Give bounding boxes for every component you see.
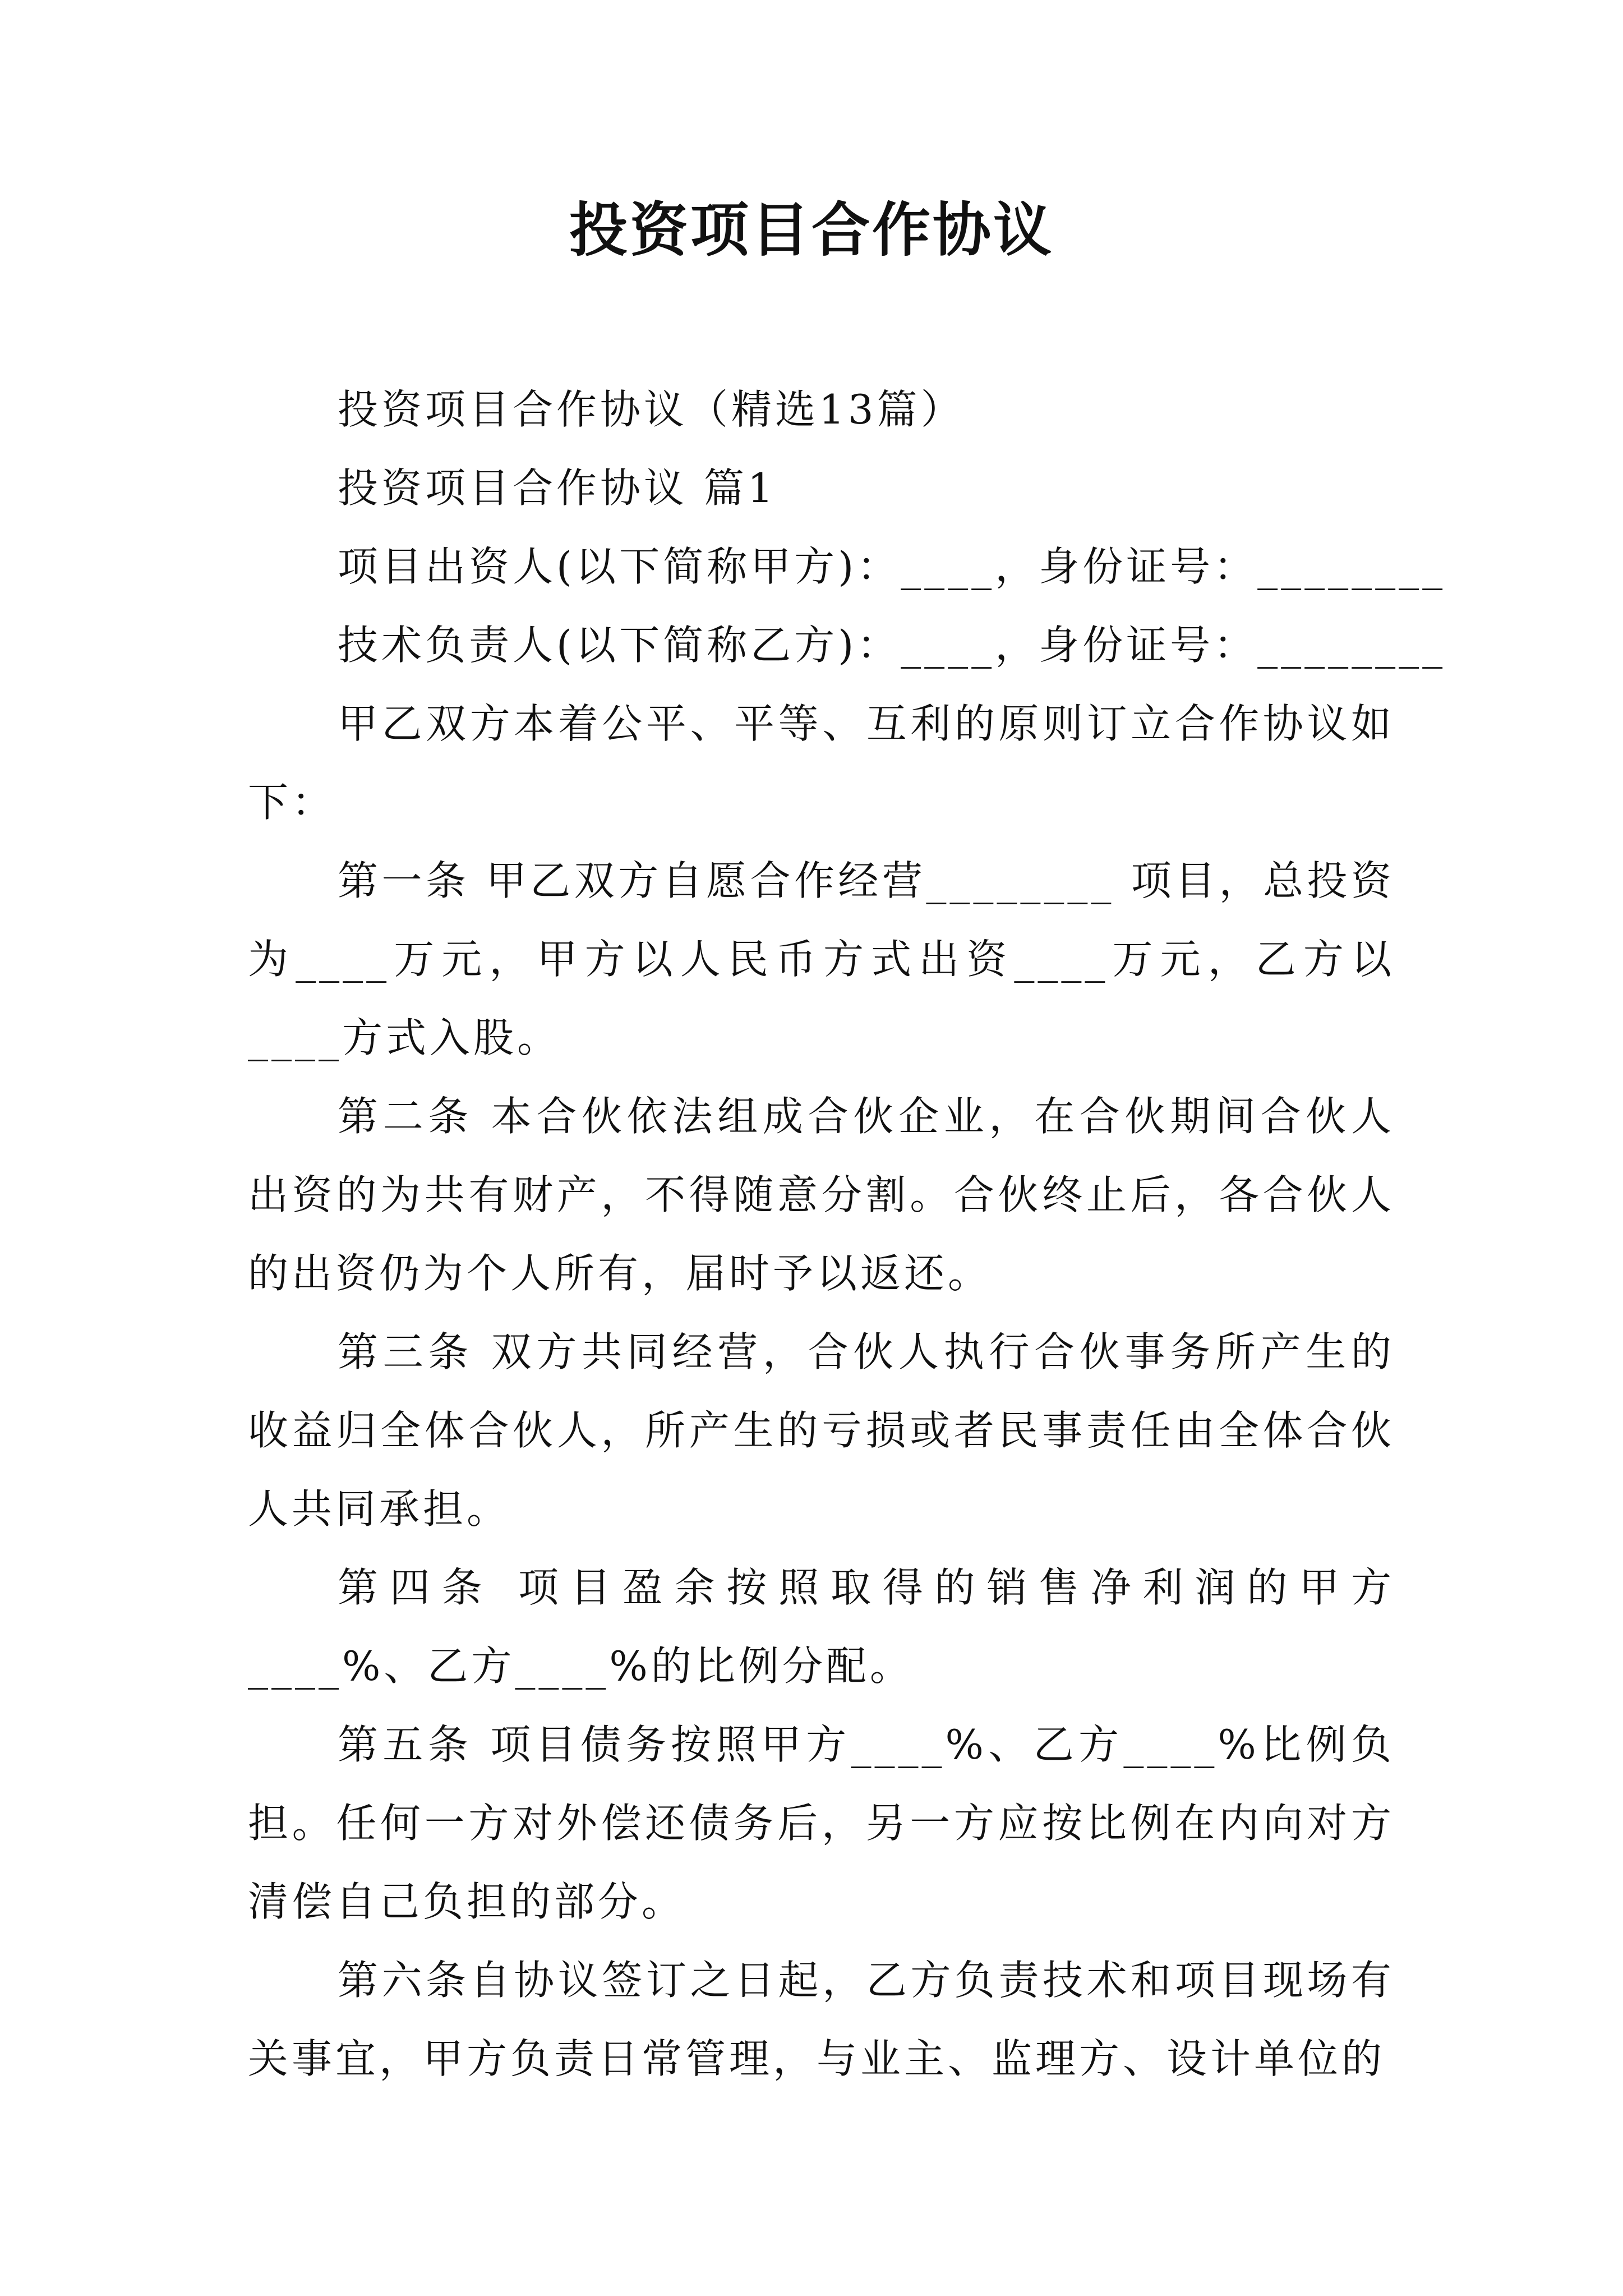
section-heading: 投资项目合作协议 篇1	[338, 464, 777, 512]
article-2: 第二条 本合伙依法组成合伙企业，在合伙期间合伙人出资的为共有财产，不得随意分割。合伙终止后，各合伙人的出资仍为个人所有，届时予以返还。	[248, 1093, 1395, 1297]
subtitle-paragraph: 投资项目合作协议（精选13篇）	[338, 386, 965, 433]
article-3: 第三条 双方共同经营，合伙人执行合伙事务所产生的收益归全体合伙人，所产生的亏损或者民事责任由全体合伙人共同承担。	[248, 1328, 1395, 1533]
party-a-line: 项目出资人(以下简称甲方)：____，身份证号：________	[338, 543, 1446, 590]
preamble-paragraph: 甲乙双方本着公平、平等、互利的原则订立合作协议如下：	[248, 700, 1395, 826]
document-body	[248, 370, 1446, 2098]
article-6: 第六条自协议签订之日起，乙方负责技术和项目现场有关事宜，甲方负责日常管理，与业主、监理方、设计单位的	[248, 1957, 1395, 2082]
article-1: 第一条 甲乙双方自愿合作经营________ 项目，总投资为____万元，甲方以人民币方式出资____万元，乙方以____方式入股。	[248, 857, 1395, 1061]
article-4: 第四条 项目盈余按照取得的销售净利润的甲方____%、乙方____%的比例分配。	[248, 1564, 1395, 1690]
document-title: 投资项目合作协议	[569, 195, 1054, 264]
article-5: 第五条 项目债务按照甲方____%、乙方____%比例负担。任何一方对外偿还债务后，另一方应按比例在内向对方清偿自己负担的部分。	[248, 1721, 1395, 1925]
party-b-line: 技术负责人(以下简称乙方)：____，身份证号：________	[338, 622, 1446, 669]
